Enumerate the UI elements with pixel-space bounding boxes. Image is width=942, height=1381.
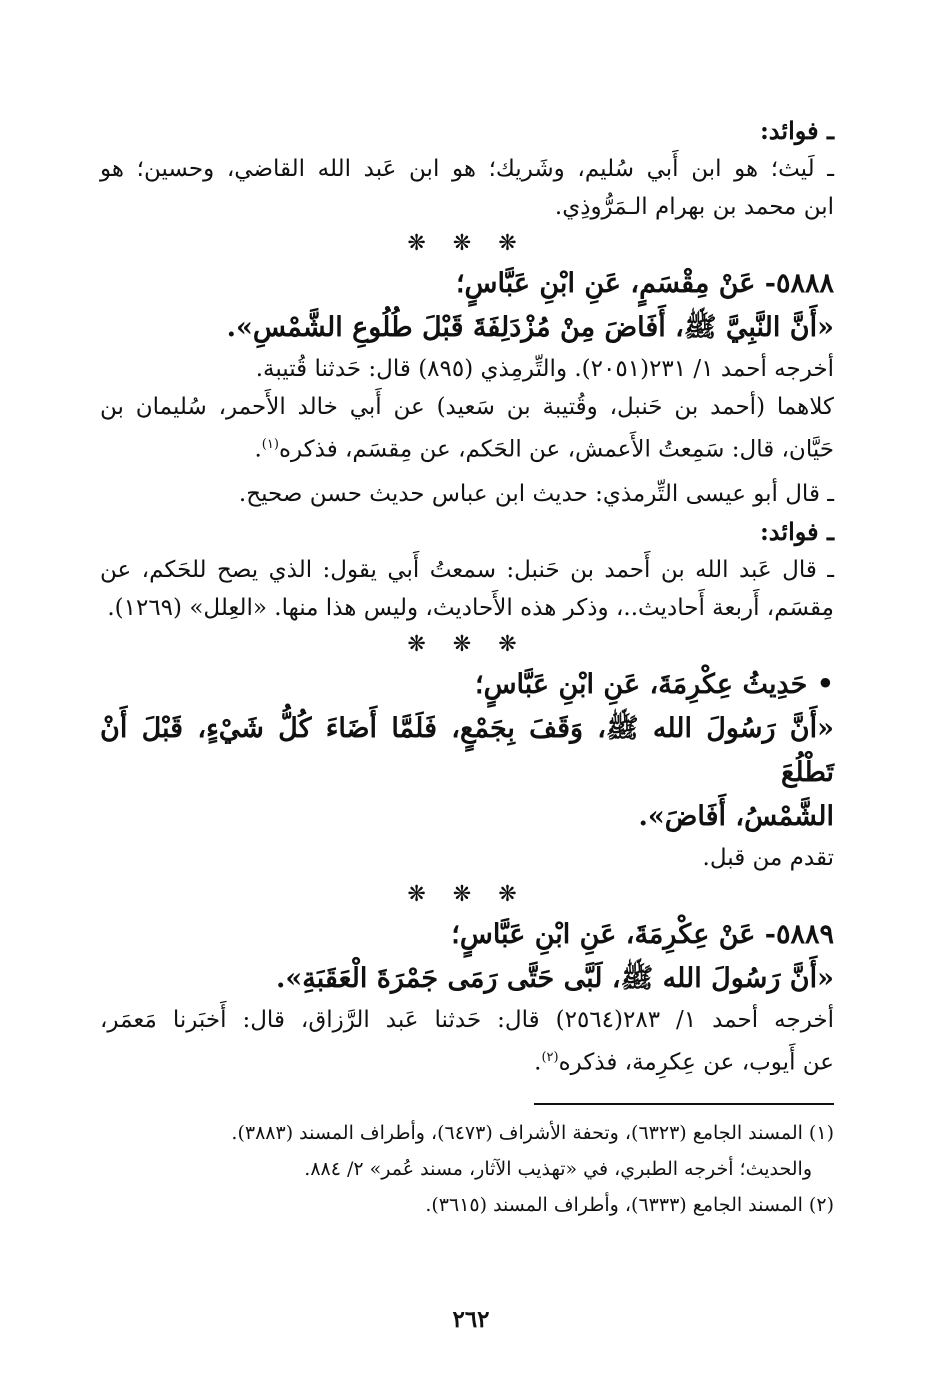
text-line: أخرجه أحمد ١/ ٢٣١(٢٠٥١). والتِّرمِذي (٨٩٥) قال: حَدثنا قُتيبة.: [255, 356, 834, 382]
text-line: حَيَّان، قال: سَمِعتُ الأَعمش، عن الحَكم، عن مِقسَم، فذكره$^{(١)}$.: [254, 436, 834, 463]
text-line: تقدم من قبل.: [702, 844, 834, 871]
hadith-number-line: ٥٨٨٩- عَنْ عِكْرِمَةَ، عَنِ ابْنِ عَبَّاسٍ؛: [451, 918, 834, 950]
benefits-heading: ـ فوائد:: [759, 516, 834, 546]
text-line: ـ لَيث؛ هو ابن أَبي سُليم، وشَريك؛ هو ابن عَبد الله القاضي، وحسين؛ هو: [100, 156, 834, 182]
text-line: ـ قال عَبد الله بن أَحمد بن حَنبل: سمعتُ أَبي يقول: الذي يصح للحَكم، عن: [100, 556, 834, 583]
footnote: والحديث؛ أخرجه الطبري، في «تهذيب الآثار، مسند عُمر» ٢/ ٨٨٤.: [304, 1158, 812, 1181]
benefits-heading: ـ فوائد:: [759, 116, 834, 145]
text-span: عن أَيوب، عن عِكرِمة، فذكره: [558, 1049, 834, 1076]
footnote-marker: (١): [261, 437, 279, 452]
text-line: عن أَيوب، عن عِكرِمة، فذكره$^{(٢)}$.: [534, 1049, 834, 1076]
section-separator: ❋ ❋ ❋: [407, 881, 527, 907]
section-separator: ❋ ❋ ❋: [407, 631, 527, 657]
section-separator: ❋ ❋ ❋: [407, 231, 527, 256]
hadith-text: «أَنَّ رَسُولَ الله ﷺ، وَقَفَ بِجَمْعٍ، فَلَمَّا أَضَاءَ كُلُّ شَيْءٍ، قَبْلَ أَنْ تَطْلُعَ: [100, 712, 834, 788]
text-line: كلاهما (أحمد بن حَنبل، وقُتيبة بن سَعيد) عن أَبي خالد الأَحمر، سُليمان بن: [100, 394, 834, 420]
hadith-text: «أَنَّ النَّبِيَّ ﷺ، أَفَاضَ مِنْ مُزْدَلِفَةَ قَبْلَ طُلُوعِ الشَّمْسِ».: [226, 312, 834, 343]
text-line: ـ قال أبو عيسى التِّرمذي: حديث ابن عباس حديث حسن صحيح.: [238, 480, 834, 507]
text-line: ابن محمد بن بهرام الـمَرُّوذِي.: [554, 194, 834, 220]
hadith-number-line: ٥٨٨٨- عَنْ مِقْسَمٍ، عَنِ ابْنِ عَبَّاسٍ؛: [455, 268, 834, 299]
text-line: أخرجه أحمد ١/ ٢٨٣(٢٥٦٤) قال: حَدثنا عَبد الرَّزاق، قال: أَخبَرنا مَعمَر،: [100, 1006, 834, 1033]
footnote-marker: (٢): [541, 1049, 559, 1065]
page-number: ٢٦٢: [452, 1306, 490, 1333]
hadith-chain-heading: • حَدِيثُ عِكْرِمَةَ، عَنِ ابْنِ عَبَّاسٍ؛: [475, 668, 834, 700]
text-line: مِقسَم، أَربعة أَحاديث..، وذكر هذه الأَحاديث، وليس هذا منها. «العِلل» (١٢٦٩).: [107, 594, 834, 621]
hadith-text: «أَنَّ رَسُولَ الله ﷺ، لَبَّى حَتَّى رَمَى جَمْرَةَ الْعَقَبَةِ».: [276, 962, 834, 994]
footnote: (٢) المسند الجامع (٦٣٣٣)، وأطراف المسند (٣٦١٥).: [425, 1194, 834, 1217]
footnote: (١) المسند الجامع (٦٣٢٣)، وتحفة الأشراف (٦٤٧٣)، وأطراف المسند (٣٨٨٣).: [231, 1122, 834, 1145]
footnote-divider: [534, 1103, 834, 1105]
text-span: حَيَّان، قال: سَمِعتُ الأَعمش، عن الحَكم، عن مِقسَم، فذكره: [278, 436, 834, 463]
hadith-text: الشَّمْسُ، أَفَاضَ».: [638, 800, 834, 832]
